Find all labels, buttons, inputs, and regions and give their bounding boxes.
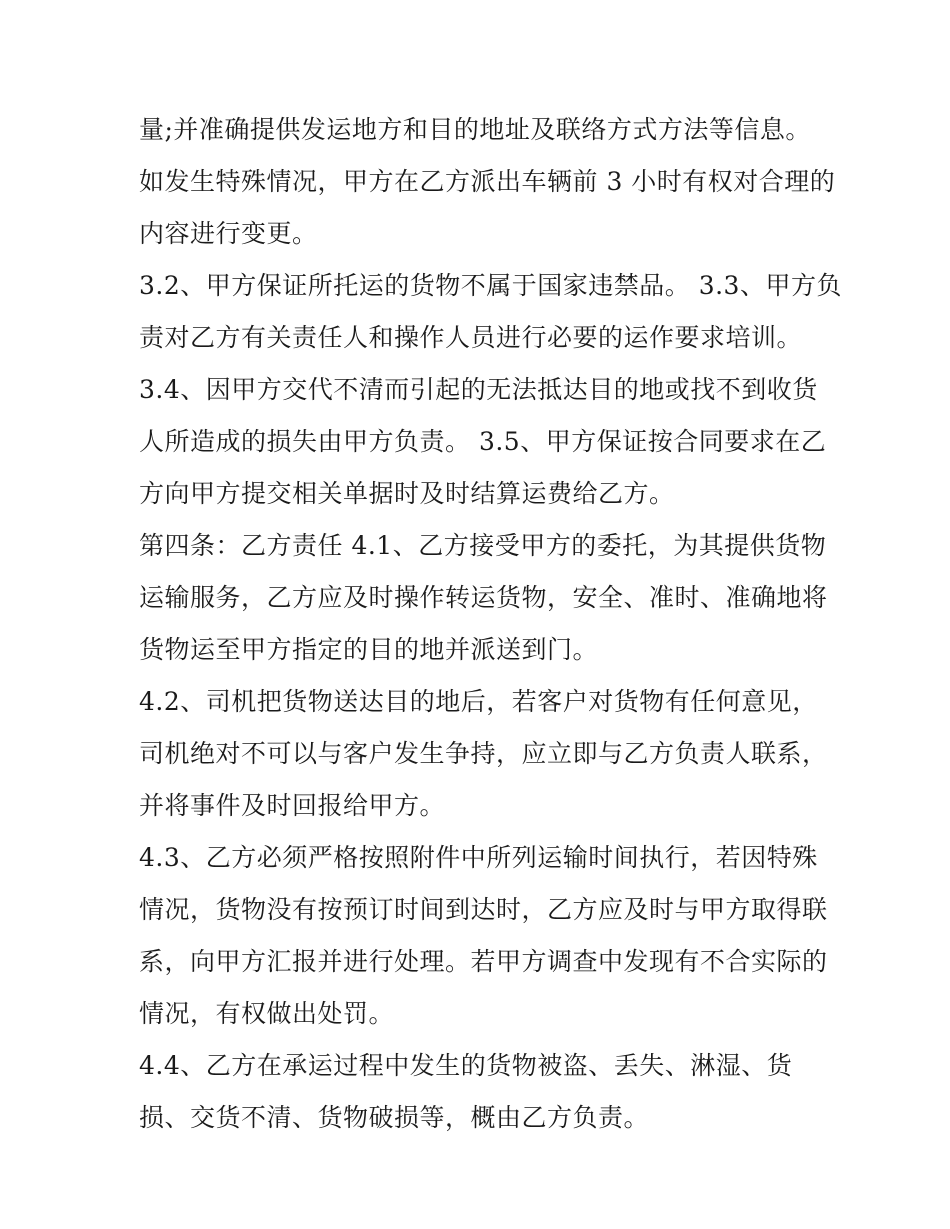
- text-line: 3.2、甲方保证所托运的货物不属于国家违禁品。 3.3、甲方负: [139, 271, 842, 300]
- text-line: 4.3、乙方必须严格按照附件中所列运输时间执行，若因特殊: [139, 843, 818, 872]
- text-line: 4.4、乙方在承运过程中发生的货物被盗、丢失、淋湿、货: [139, 1051, 793, 1080]
- text-line: 情况，货物没有按预订时间到达时，乙方应及时与甲方取得联: [139, 895, 828, 924]
- text-line: 情况，有权做出处罚。: [139, 999, 395, 1028]
- contract-text: [139, 104, 842, 1144]
- text-line: 运输服务，乙方应及时操作转运货物，安全、准时、准确地将: [139, 583, 828, 612]
- text-line: 责对乙方有关责任人和操作人员进行必要的运作要求培训。: [139, 323, 803, 352]
- text-line: 人所造成的损失由甲方负责。 3.5、甲方保证按合同要求在乙: [139, 427, 827, 456]
- text-line: 如发生特殊情况，甲方在乙方派出车辆前 3 小时有权对合理的: [139, 167, 836, 196]
- text-line: 损、交货不清、货物破损等，概由乙方负责。: [139, 1103, 650, 1132]
- text-line: 货物运至甲方指定的目的地并派送到门。: [139, 635, 599, 664]
- text-line: 司机绝对不可以与客户发生争持，应立即与乙方负责人联系，: [139, 739, 828, 768]
- text-line: 内容进行变更。: [139, 219, 318, 248]
- text-line: 量;并准确提供发运地方和目的地址及联络方式方法等信息。: [139, 115, 811, 144]
- text-line: 3.4、因甲方交代不清而引起的无法抵达目的地或找不到收货: [139, 375, 818, 404]
- text-line: 方向甲方提交相关单据时及时结算运费给乙方。: [139, 479, 675, 508]
- text-line: 4.2、司机把货物送达目的地后，若客户对货物有任何意见，: [139, 687, 818, 716]
- text-line: 并将事件及时回报给甲方。: [139, 791, 446, 820]
- text-line: 第四条：乙方责任 4.1、乙方接受甲方的委托，为其提供货物: [139, 531, 827, 560]
- text-line: 系，向甲方汇报并进行处理。若甲方调查中发现有不合实际的: [139, 947, 828, 976]
